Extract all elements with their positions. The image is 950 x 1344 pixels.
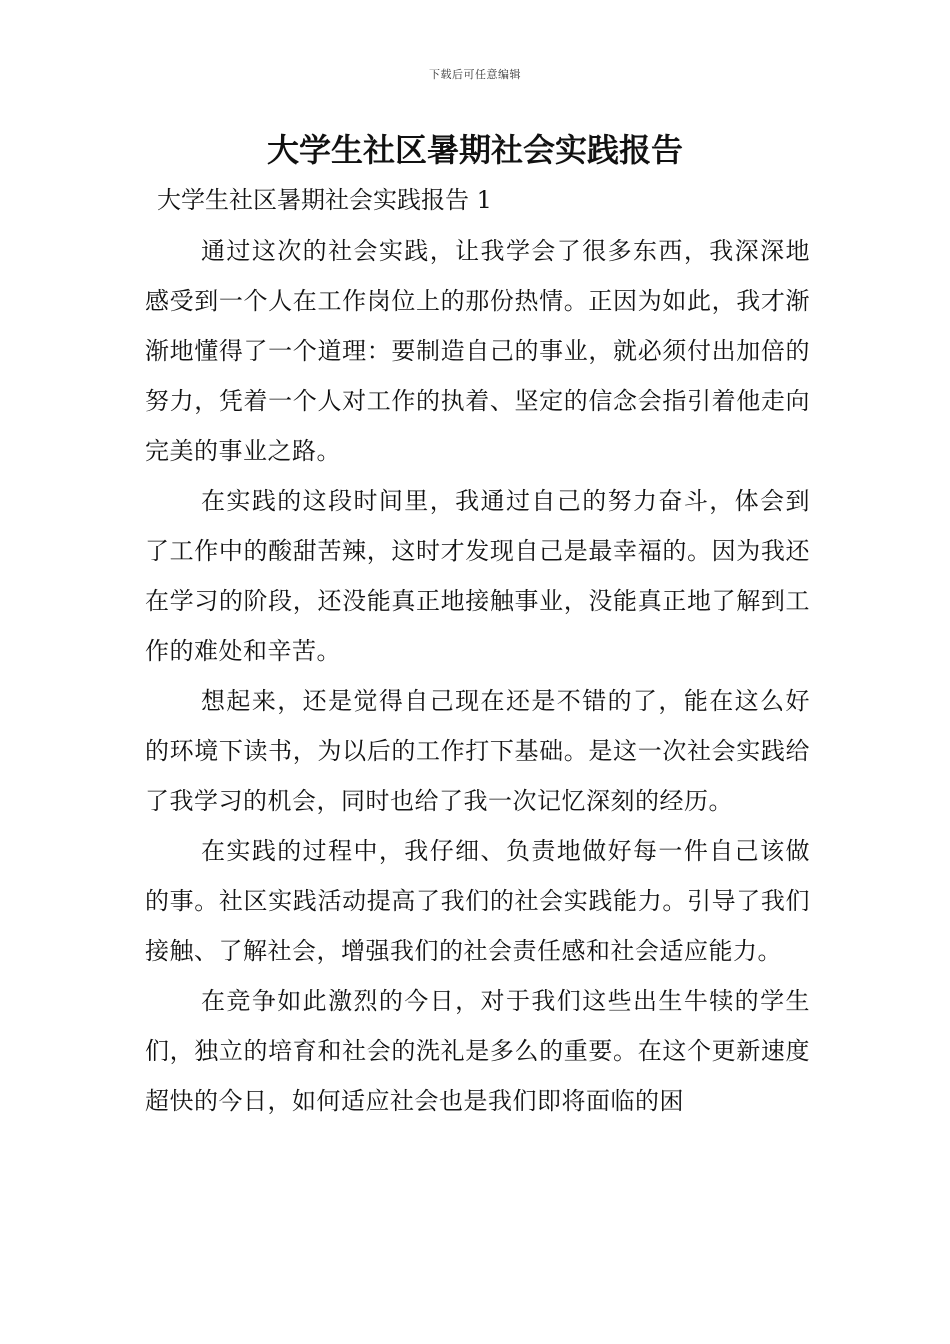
body-paragraph: 在实践的过程中，我仔细、负责地做好每一件自己该做的事。社区实践活动提高了我们的社会实践能力。引导了我们接触、了解社会，增强我们的社会责任感和社会适应能力。 xyxy=(145,837,810,965)
body-paragraph: 在实践的这段时间里，我通过自己的努力奋斗，体会到了工作中的酸甜苦辣，这时才发现自己是最幸福的。因为我还在学习的阶段，还没能真正地接触事业，没能真正地了解到工作的难处和辛苦。 xyxy=(145,487,810,665)
body-paragraph: 在竞争如此激烈的今日，对于我们这些出生牛犊的学生们，独立的培育和社会的洗礼是多么的重要。在这个更新速度超快的今日，如何适应社会也是我们即将面临的困 xyxy=(145,987,810,1115)
header-note: 下载后可任意编辑 xyxy=(429,68,521,81)
document-title: 大学生社区暑期社会实践报告 xyxy=(266,131,683,169)
document-subtitle: 大学生社区暑期社会实践报告 1 xyxy=(157,186,492,214)
document-body xyxy=(145,226,810,1126)
body-paragraph: 通过这次的社会实践，让我学会了很多东西，我深深地感受到一个人在工作岗位上的那份热情。正因为如此，我才渐渐地懂得了一个道理：要制造自己的事业，就必须付出加倍的努力，凭着一个人对工作的执着、坚定的信念会指引着他走向完美的事业之路。 xyxy=(145,237,810,465)
body-paragraph: 想起来，还是觉得自己现在还是不错的了，能在这么好的环境下读书，为以后的工作打下基础。是这一次社会实践给了我学习的机会，同时也给了我一次记忆深刻的经历。 xyxy=(145,687,810,815)
